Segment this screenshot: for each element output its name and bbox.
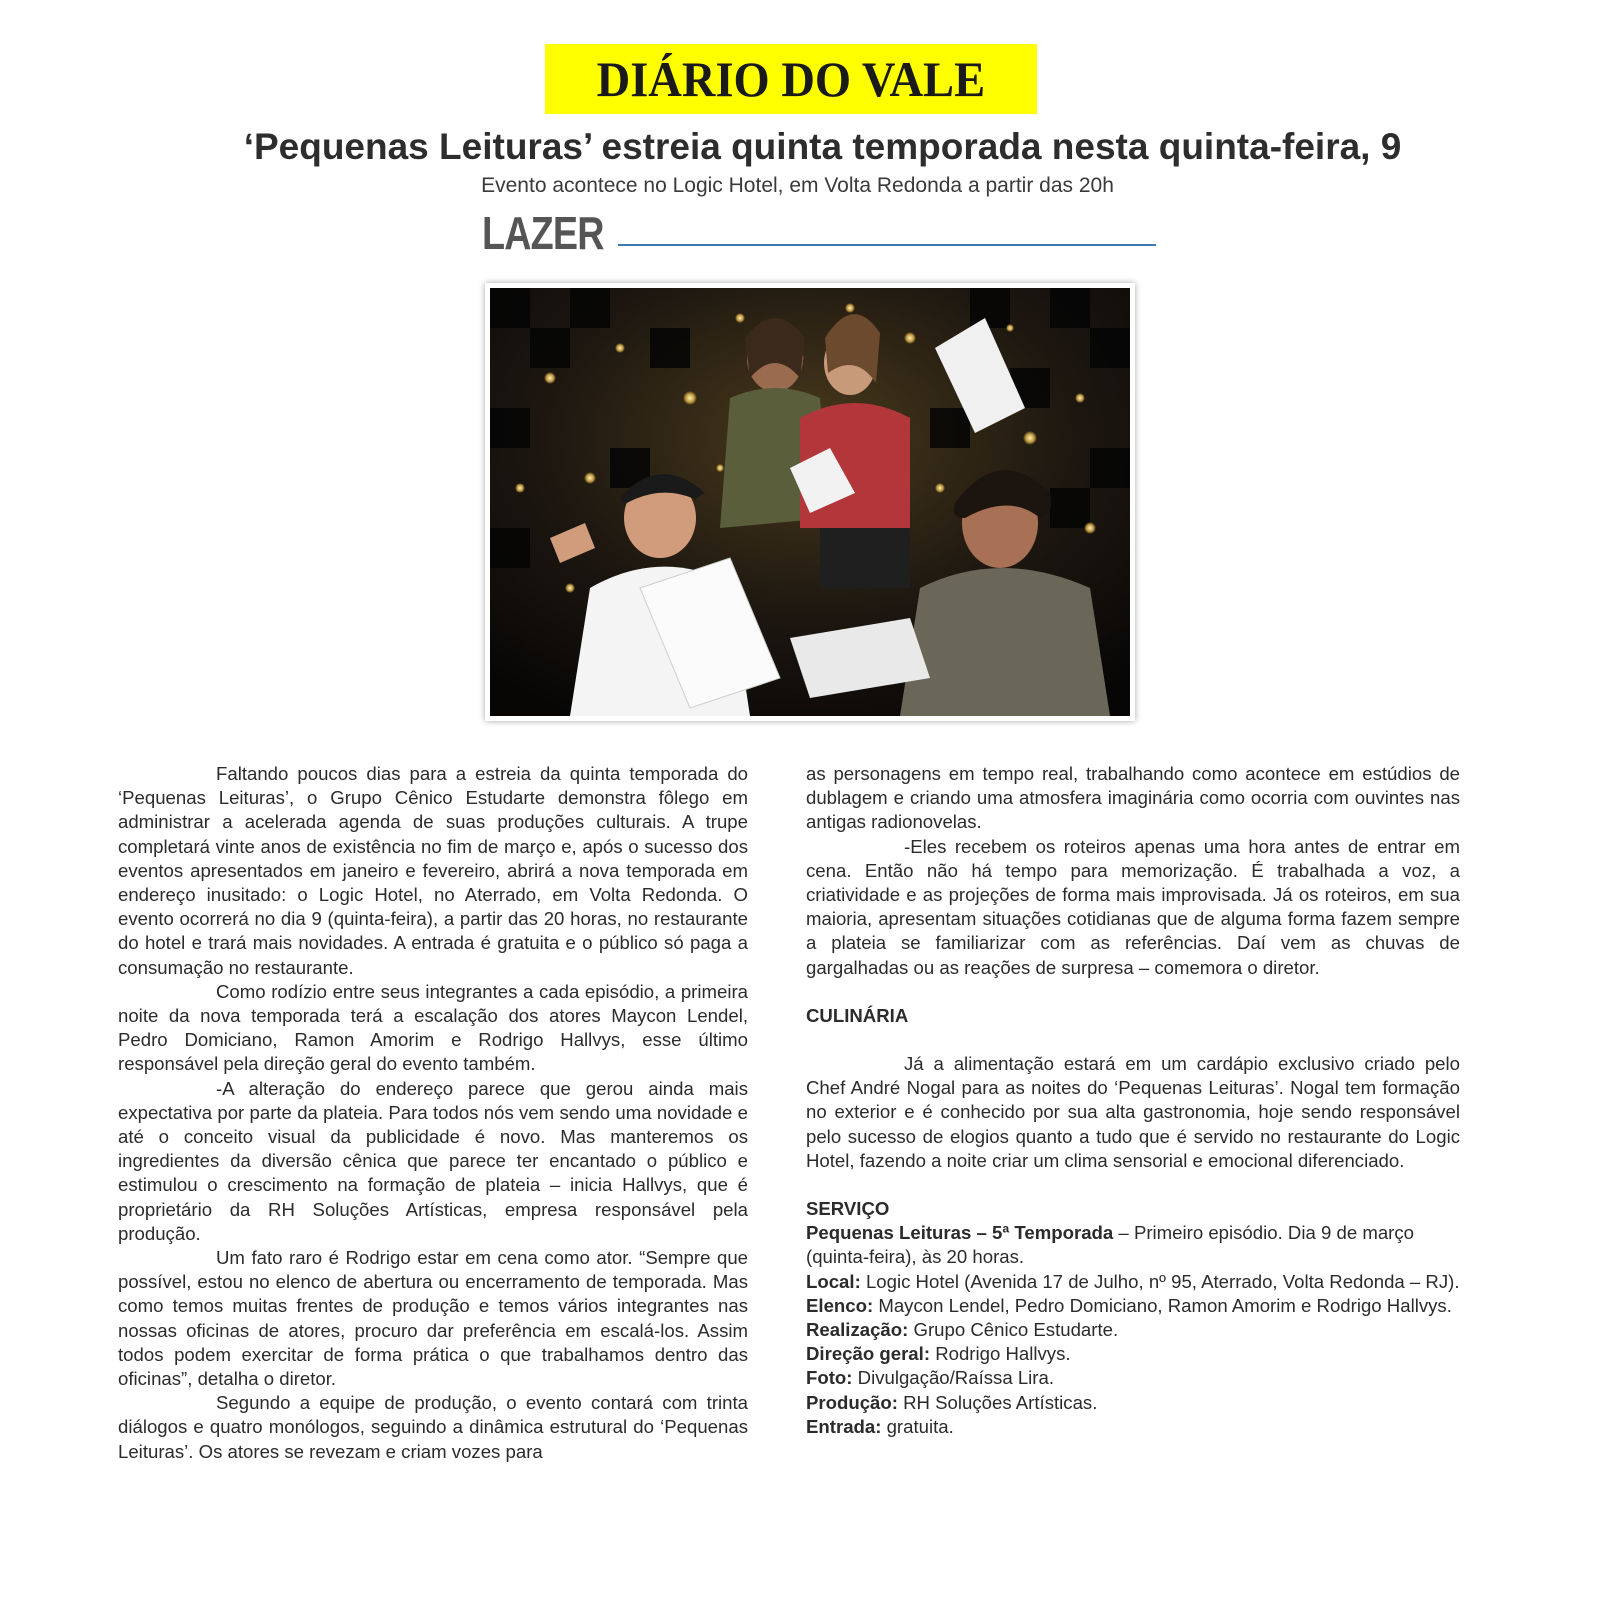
servico-item: Entrada: gratuita. bbox=[806, 1415, 954, 1437]
article-body-left bbox=[118, 762, 748, 1464]
paragraph: Faltando poucos dias para a estreia da quinta temporada do ‘Pequenas Leituras’, o Grupo Cênico Estudarte demonstra fôlego em administrar a acelerada agenda de suas produções culturais. A trupe completará vinte anos de existência no fim de março e, após o sucesso dos eventos apresentados em janeiro e fevereiro, abrirá a nova temporada em endereço inusitado: o Logic Hotel, no Aterrado, em Volta Redonda. O evento ocorrerá no dia 9 (quinta-feira), a partir das 20 horas, no restaurante do hotel e trará mais novidades. A entrada é gratuita e o público só paga a consumação no restaurante. bbox=[118, 763, 748, 978]
paragraph: Como rodízio entre seus integrantes a cada episódio, a primeira noite da nova temporada terá a escalação dos atores Maycon Lendel, Pedro Domiciano, Ramon Amorim e Rodrigo Hallvys, esse último responsável pela direção geral do evento também. bbox=[118, 980, 748, 1075]
section-divider bbox=[618, 244, 1156, 246]
paragraph: -Eles recebem os roteiros apenas uma hora antes de entrar em cena. Então não há tempo para memorização. É trabalhada a voz, a criatividade e as projeções de forma mais improvisada. Já os roteiros, em sua maioria, apresentam situações cotidianas que de alguma forma fazem sempre a plateia se familiarizar com as referências. Daí vem as chuvas de gargalhadas ou as reações de surpresa – comemora o diretor. bbox=[806, 835, 1460, 978]
article-title: ‘Pequenas Leituras’ estreia quinta temporada nesta quinta-feira, 9 bbox=[243, 126, 1402, 167]
masthead-logo bbox=[545, 44, 1037, 114]
paragraph: Um fato raro é Rodrigo estar em cena como ator. “Sempre que possível, estou no elenco de abertura ou encerramento de temporada. Mas como temos muitas frentes de produção e temos vários integrantes nas nossas oficinas de atores, procuro dar preferência em escalá-los. Assim todos podem exercitar de forma prática o que trabalhamos dentro das oficinas”, detalha o diretor. bbox=[118, 1247, 748, 1390]
servico-list bbox=[806, 1221, 1460, 1439]
paragraph: as personagens em tempo real, trabalhando como acontece em estúdios de dublagem e criando uma atmosfera imaginária como ocorria com ouvintes nas antigas radionovelas. bbox=[806, 763, 1460, 833]
servico-item: Local: Logic Hotel (Avenida 17 de Julho, nº 95, Aterrado, Volta Redonda – RJ). bbox=[806, 1270, 1460, 1292]
culinaria-heading: CULINÁRIA bbox=[806, 1004, 909, 1026]
article-photo bbox=[485, 283, 1135, 721]
paragraph: Segundo a equipe de produção, o evento contará com trinta diálogos e quatro monólogos, seguindo a dinâmica estrutural do ‘Pequenas Leituras’. Os atores se revezam e criam vozes para bbox=[118, 1392, 748, 1462]
masthead-name: DIÁRIO DO VALE bbox=[596, 51, 986, 107]
servico-item: Foto: Divulgação/Raíssa Lira. bbox=[806, 1367, 1055, 1389]
servico-item: Produção: RH Soluções Artísticas. bbox=[806, 1391, 1098, 1413]
section-label: LAZER bbox=[482, 207, 604, 259]
servico-item: Pequenas Leituras – 5ª Temporada – Primeiro episódio. Dia 9 de março (quinta-feira), às 20 horas. bbox=[806, 1222, 1414, 1268]
article-body-right bbox=[806, 762, 1460, 1439]
paragraph: -A alteração do endereço parece que gerou ainda mais expectativa por parte da plateia. Para todos nós vem sendo uma novidade e até o conceito visual da publicidade é novo. Mas manteremos os ingredientes da diversão cênica que parece ter encantado o público e estimulou o crescimento na formação de plateia – inicia Hallvys, que é proprietário da RH Soluções Artísticas, empresa responsável pela produção. bbox=[118, 1077, 748, 1244]
servico-item: Elenco: Maycon Lendel, Pedro Domiciano, Ramon Amorim e Rodrigo Hallvys. bbox=[806, 1294, 1452, 1316]
servico-heading: SERVIÇO bbox=[806, 1198, 890, 1220]
servico-item: Realização: Grupo Cênico Estudarte. bbox=[806, 1319, 1119, 1341]
article-subtitle: Evento acontece no Logic Hotel, em Volta Redonda a partir das 20h bbox=[481, 174, 1114, 197]
servico-item: Direção geral: Rodrigo Hallvys. bbox=[806, 1343, 1071, 1365]
theater-cast-photo-icon bbox=[490, 288, 1130, 716]
paragraph: Já a alimentação estará em um cardápio exclusivo criado pelo Chef André Nogal para as noites do ‘Pequenas Leituras’. Nogal tem formação no exterior e é conhecido por sua alta gastronomia, hoje sendo responsável pelo sucesso de elogios quanto a tudo que é servido no restaurante do Logic Hotel, fazendo a noite criar um clima sensorial e emocional diferenciado. bbox=[806, 1053, 1460, 1171]
